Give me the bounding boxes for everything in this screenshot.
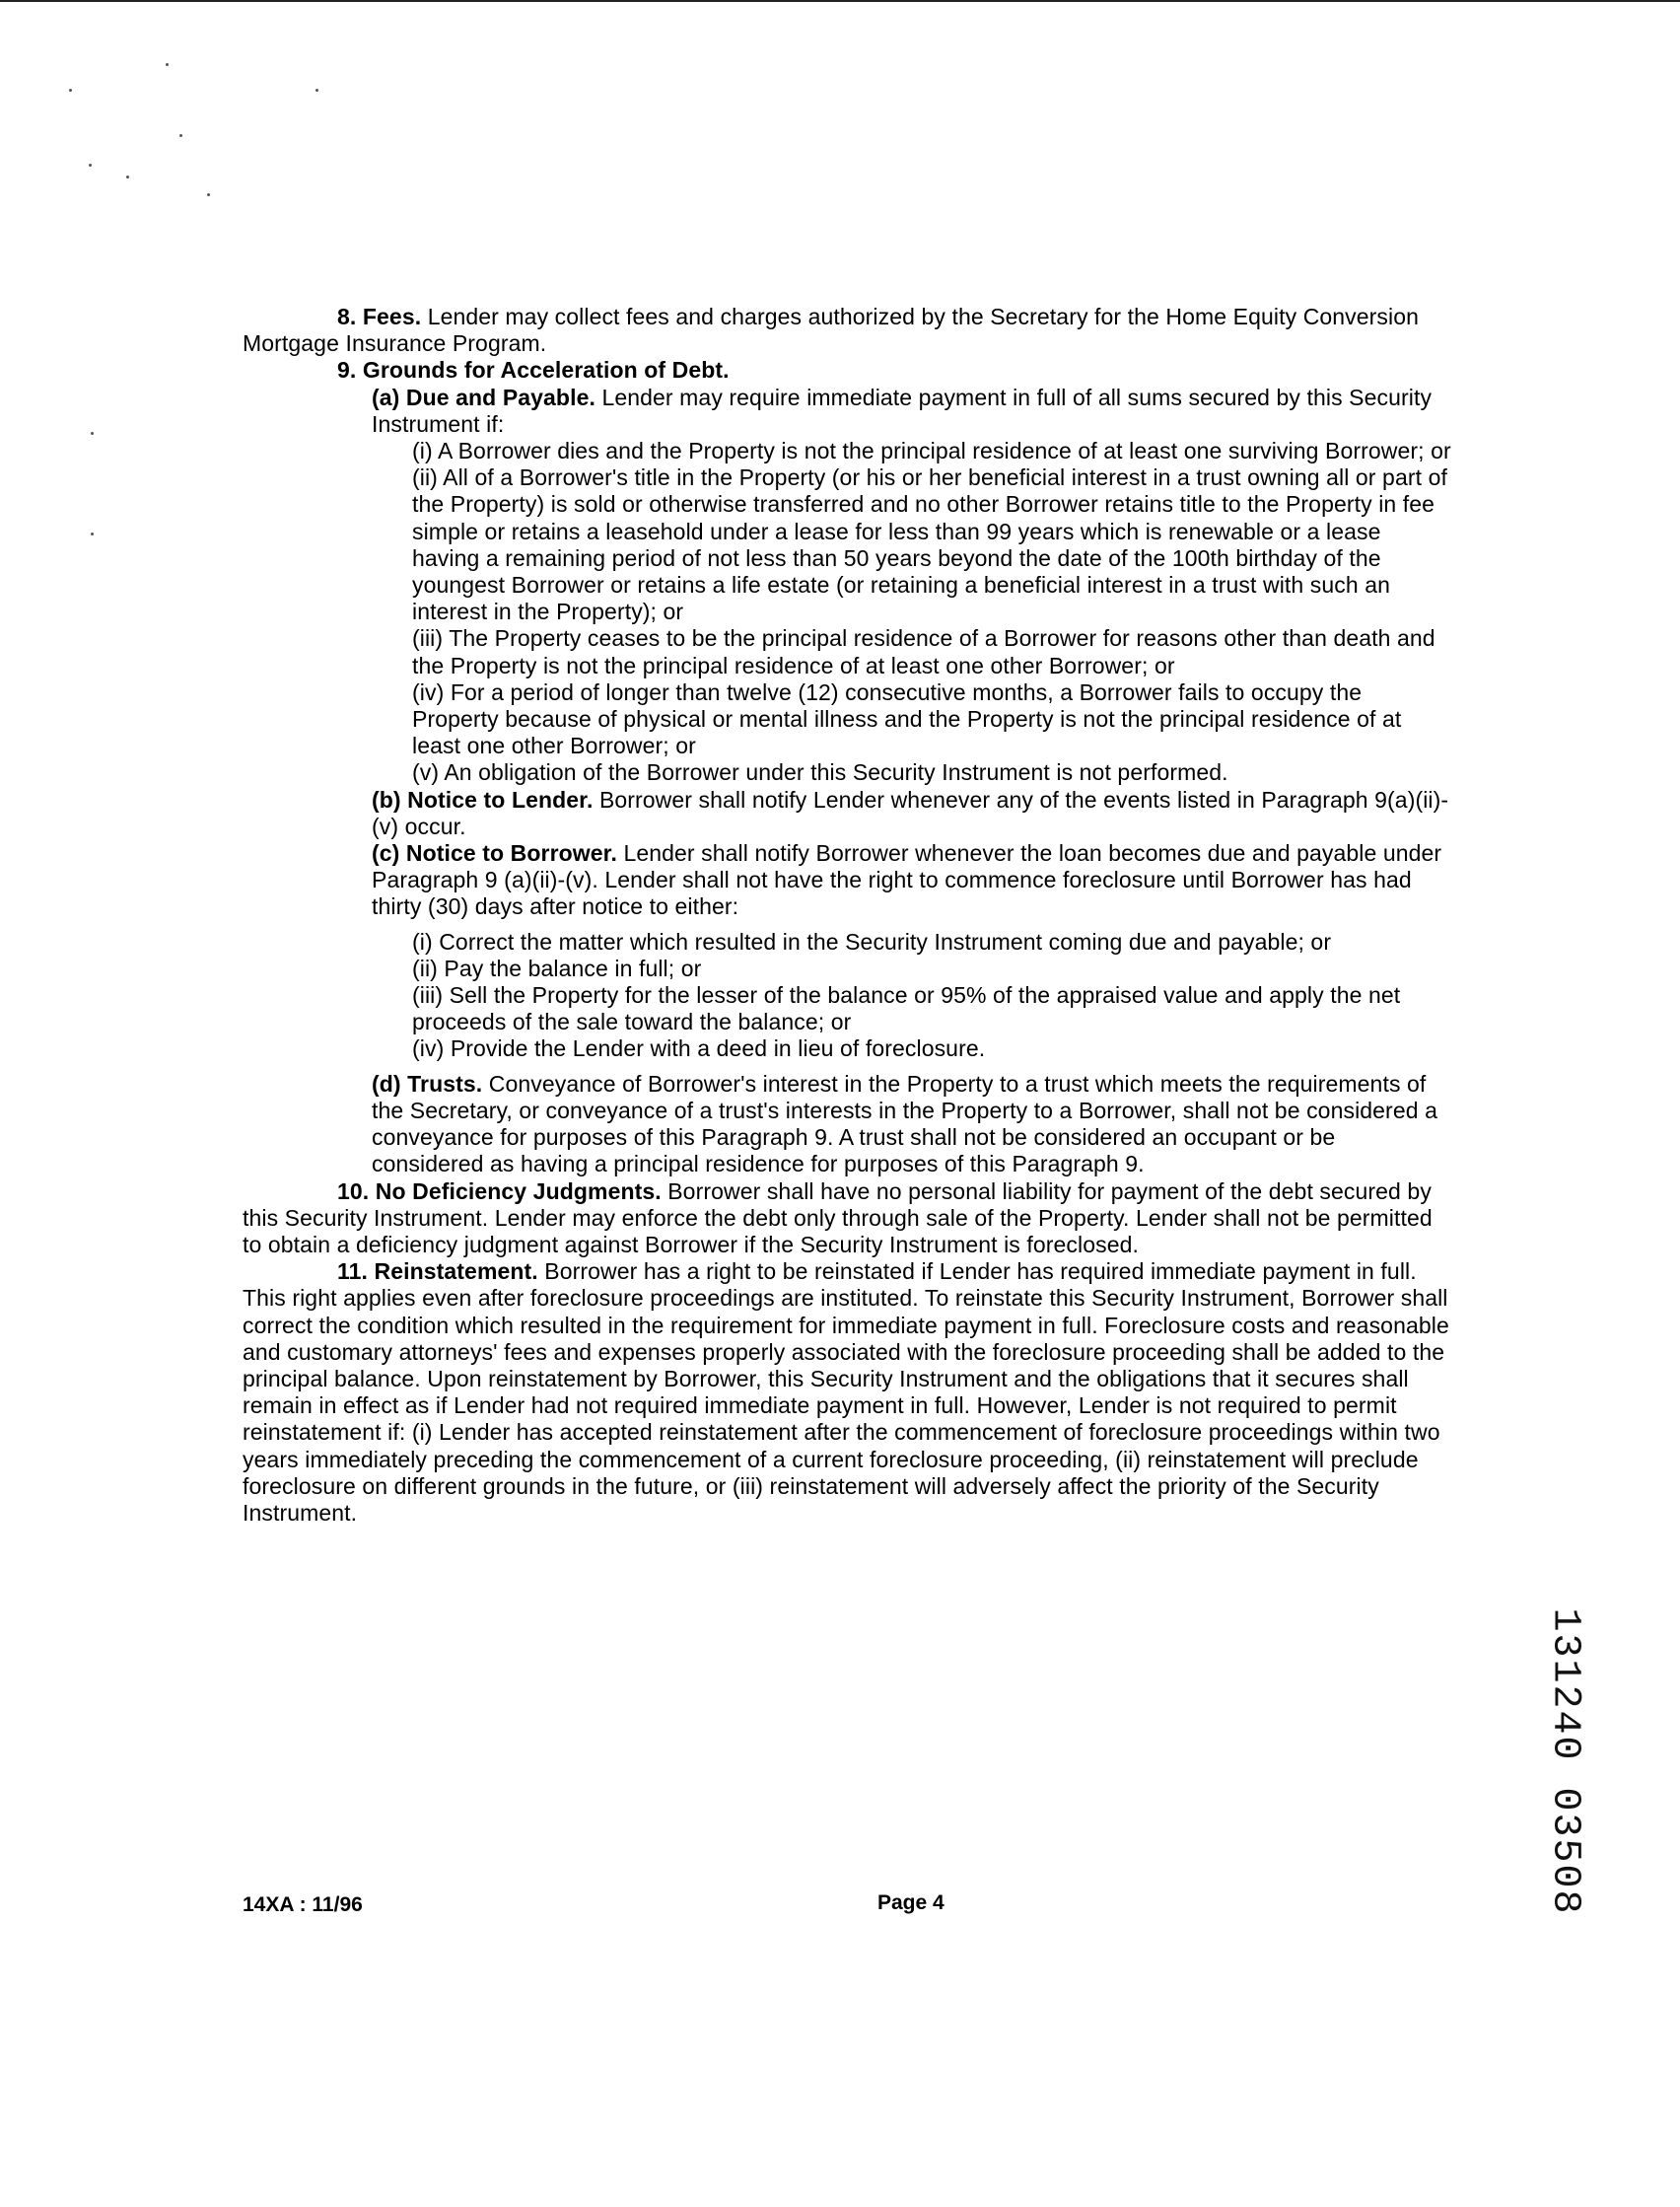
subsection-text: Lender may require immediate payment in full of all sums secured by this Security Instrument if:	[372, 384, 1433, 437]
scan-speck	[126, 176, 129, 178]
subsection-title: (a) Due and Payable.	[372, 384, 595, 410]
scan-speck	[166, 63, 169, 66]
subsection-title: (d) Trusts.	[372, 1070, 483, 1097]
subsection-title: (c) Notice to Borrower.	[372, 840, 617, 867]
clause-9c-iii: (iii) Sell the Property for the lesser of the balance or 95% of the appraised value and apply the net proceeds of the sale toward the balance; or	[412, 982, 1401, 1035]
scan-speck	[91, 533, 94, 535]
clause-9c-ii: (ii) Pay the balance in full; or	[412, 955, 702, 981]
form-code: 14XA : 11/96	[243, 1893, 363, 1916]
section-heading: 9. Grounds for Acceleration of Debt.	[337, 357, 730, 384]
document-body	[243, 304, 1451, 1527]
scan-speck	[315, 89, 318, 92]
scan-speck	[69, 89, 72, 92]
page-number: Page 4	[877, 1891, 945, 1914]
subsection-text: Borrower shall notify Lender whenever any of the events listed in Paragraph 9(a)(ii)-(v) occur.	[372, 786, 1449, 839]
paragraph-9-heading	[243, 357, 1451, 384]
section-title: Fees.	[362, 304, 422, 329]
subsection-title: (b) Notice to Lender.	[372, 786, 594, 813]
clause-9c-i: (i) Correct the matter which resulted in the Security Instrument coming due and payable; or	[412, 928, 1332, 955]
document-stamp-number	[1530, 1564, 1599, 1958]
section-text: Borrower shall have no personal liability for payment of the debt secured by this Security Instrument. Lender may enforce the debt only through sale of the Property. Lender shall not be permitted to obtain a deficiency judgment against Borrower if the Security Instrument is foreclosed.	[243, 1177, 1433, 1257]
clause-9a-iii: (iii) The Property ceases to be the principal residence of a Borrower for reasons other than death and the Property is not the principal residence of at least one other Borrower; or	[412, 625, 1435, 678]
section-title: No Deficiency Judgments.	[375, 1177, 662, 1204]
subsection-text: Lender shall notify Borrower whenever the loan becomes due and payable under Paragraph 9 (a)(ii)-(v). Lender shall not have the right to commence foreclosure until Borrower has had thirty (30) days after notice to either:	[372, 840, 1442, 920]
section-number: 10.	[337, 1177, 370, 1204]
paragraph-9a-due-and-payable	[243, 385, 1451, 438]
scan-speck	[91, 432, 94, 435]
stamp-digits: 131240 03508	[1542, 1606, 1587, 1916]
scan-speck	[179, 134, 182, 137]
paragraph-11-reinstatement	[243, 1258, 1451, 1527]
paragraph-9b-notice-to-lender	[243, 787, 1451, 840]
scan-speck	[89, 164, 92, 167]
clause-9a-iv: (iv) For a period of longer than twelve (12) consecutive months, a Borrower fails to occupy the Property because of physical or mental illness and the Property is not the principal residence of at least one other Borrower; or	[412, 678, 1402, 759]
paragraph-9c-notice-to-borrower	[243, 840, 1451, 921]
scan-speck	[207, 193, 210, 196]
paragraph-9d-trusts	[243, 1071, 1451, 1178]
section-number: 11.	[337, 1258, 369, 1285]
clause-9a-ii: (ii) All of a Borrower's title in the Property (or his or her beneficial interest in a trust owning all or part of the Property) is sold or otherwise transferred and no other Borrower retains title to the Property in fee simple or retains a leasehold under a lease for less than 99 years which is renewable or a lease having a remaining period of not less than 50 years beyond the date of the 100th birthday of the youngest Borrower or retains a life estate (or retaining a beneficial interest in a trust with such an interest in the Property); or	[412, 464, 1447, 625]
section-text: Lender may collect fees and charges authorized by the Secretary for the Home Equity Conversion Mortgage Insurance Program.	[243, 304, 1420, 357]
section-title: Reinstatement.	[374, 1258, 538, 1285]
clause-9a-i: (i) A Borrower dies and the Property is not the principal residence of at least one surviving Borrower; or	[412, 438, 1451, 464]
clause-9a-v: (v) An obligation of the Borrower under this Security Instrument is not performed.	[412, 759, 1228, 786]
scan-top-border	[0, 0, 1680, 2]
subsection-text: Conveyance of Borrower's interest in the Property to a trust which meets the requirements of the Secretary, or conveyance of a trust's interests in the Property to a Borrower, shall not be considered a conveyance for purposes of this Paragraph 9. A trust shall not be considered an occupant or be considered as having a principal residence for purposes of this Paragraph 9.	[372, 1070, 1437, 1177]
section-text: Borrower has a right to be reinstated if Lender has required immediate payment in full. This right applies even after foreclosure proceedings are instituted. To reinstate this Security Instrument, Borrower shall correct the condition which resulted in the requirement for immediate payment in full. Foreclosure costs and reasonable and customary attorneys' fees and expenses properly associated with the foreclosure proceeding shall be added to the principal balance. Upon reinstatement by Borrower, this Security Instrument and the obligations that it secures shall remain in effect as if Lender had not required immediate payment in full. However, Lender is not required to permit reinstatement if: (i) Lender has accepted reinstatement after the commencement of foreclosure proceedings within two years immediately preceding the commencement of a current foreclosure proceeding, (ii) reinstatement will preclude foreclosure on different grounds in the future, or (iii) reinstatement will adversely affect the priority of the Security Instrument.	[243, 1258, 1449, 1526]
clause-9c-iv: (iv) Provide the Lender with a deed in lieu of foreclosure.	[412, 1035, 986, 1062]
paragraph-8-fees	[243, 304, 1451, 357]
paragraph-10-no-deficiency	[243, 1178, 1451, 1259]
section-number: 8.	[337, 304, 357, 329]
